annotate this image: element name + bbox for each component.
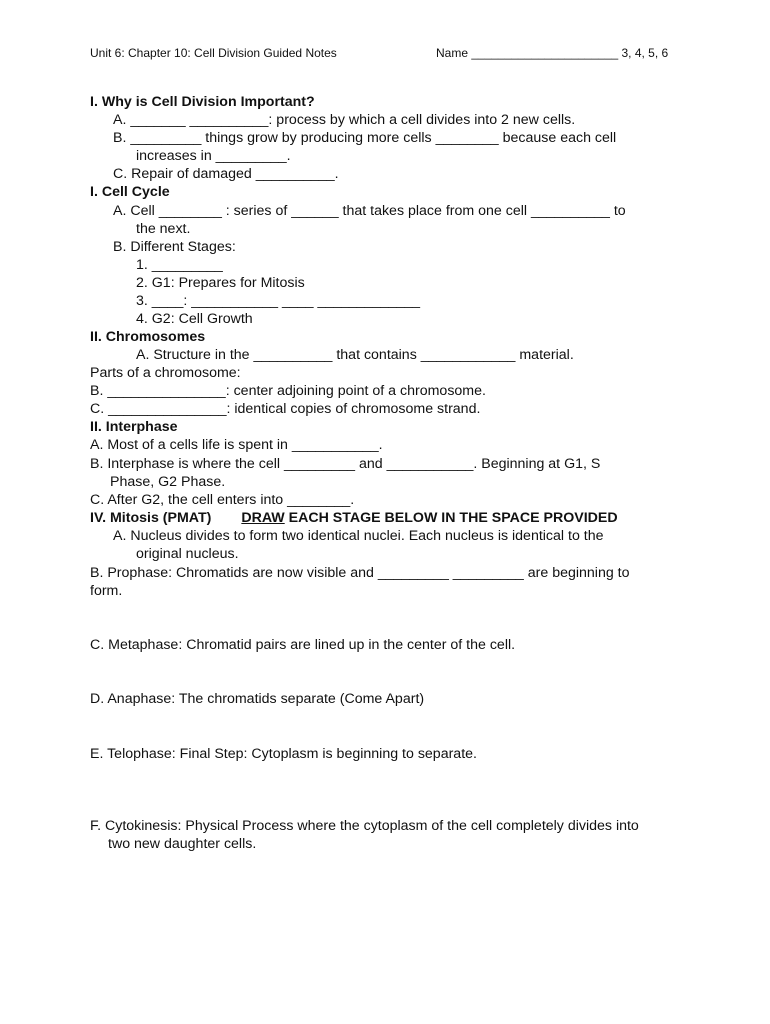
note-line: C. Repair of damaged __________.: [113, 166, 339, 182]
note-line: the next.: [136, 221, 191, 237]
document-title: Unit 6: Chapter 10: Cell Division Guided Notes: [90, 46, 337, 60]
note-line: 2. G1: Prepares for Mitosis: [136, 275, 305, 291]
note-line: form.: [90, 583, 123, 599]
mitosis-heading: IV. Mitosis (PMAT): [90, 510, 212, 526]
note-line: C. _______________: identical copies of chromosome strand.: [90, 401, 481, 417]
name-field: Name ______________________ 3, 4, 5, 6: [436, 46, 669, 60]
note-line: A. _______ __________: process by which a cell divides into 2 new cells.: [113, 112, 576, 128]
note-line: C. After G2, the cell enters into ________.: [90, 492, 355, 508]
note-line: 4. G2: Cell Growth: [136, 311, 253, 327]
section-heading: I. Why is Cell Division Important?: [90, 94, 315, 110]
section-heading: II. Interphase: [90, 419, 178, 435]
note-line: B. _______________: center adjoining point of a chromosome.: [90, 383, 486, 399]
note-line: C. Metaphase: Chromatid pairs are lined up in the center of the cell.: [90, 637, 516, 653]
note-line: two new daughter cells.: [108, 836, 257, 852]
note-line: increases in _________.: [136, 148, 291, 164]
note-line: 1. _________: [136, 257, 223, 273]
note-line: A. Structure in the __________ that contains ____________ material.: [136, 347, 574, 363]
section-heading: [90, 509, 618, 527]
note-line: E. Telophase: Final Step: Cytoplasm is beginning to separate.: [90, 746, 477, 762]
draw-instruction: EACH STAGE BELOW IN THE SPACE PROVIDED: [284, 510, 618, 526]
note-line: original nucleus.: [136, 546, 239, 562]
note-line: Parts of a chromosome:: [90, 365, 241, 381]
note-line: B. _________ things grow by producing more cells ________ because each cell: [113, 130, 617, 146]
note-line: A. Most of a cells life is spent in ___________.: [90, 437, 383, 453]
section-heading: I. Cell Cycle: [90, 184, 170, 200]
note-line: A. Nucleus divides to form two identical nuclei. Each nucleus is identical to the: [113, 528, 604, 544]
draw-emphasis: DRAW: [241, 510, 285, 526]
note-line: D. Anaphase: The chromatids separate (Come Apart): [90, 691, 425, 707]
note-line: B. Interphase is where the cell _________ and ___________. Beginning at G1, S: [90, 456, 601, 472]
section-heading: II. Chromosomes: [90, 329, 206, 345]
note-line: B. Different Stages:: [113, 239, 236, 255]
note-line: B. Prophase: Chromatids are now visible and _________ _________ are beginning to: [90, 565, 630, 581]
note-line: 3. ____: ___________ ____ _____________: [136, 293, 421, 309]
note-line: F. Cytokinesis: Physical Process where the cytoplasm of the cell completely divides into: [90, 818, 639, 834]
note-line: Phase, G2 Phase.: [110, 474, 226, 490]
note-line: A. Cell ________ : series of ______ that takes place from one cell __________ to: [113, 203, 626, 219]
